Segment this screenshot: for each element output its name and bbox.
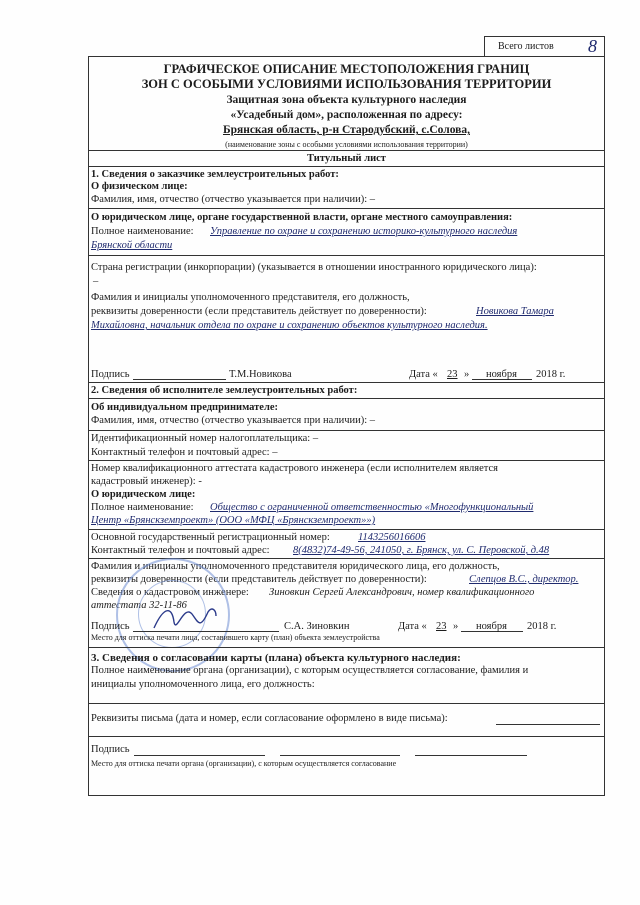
- title-line-2: ЗОН С ОСОБЫМИ УСЛОВИЯМИ ИСПОЛЬЗОВАНИЯ ТЕРРИТОРИИ: [141, 77, 552, 91]
- section1-date-mid: »: [464, 369, 470, 380]
- divider: [88, 529, 605, 530]
- section3-heading: 3. Сведения о согласовании карты (плана) объекта культурного наследия:: [91, 652, 461, 664]
- section2-fullname-value-1: Общество с ограниченной ответственностью «Многофункциональный: [210, 502, 534, 513]
- section2-ip-fio: Фамилия, имя, отчество (отчество указывается при наличии): –: [91, 415, 376, 426]
- section2-ogrn-value: 1143256016606: [358, 532, 426, 543]
- section2-qual-1: Номер квалификационного аттестата кадастрового инженера (если исполнителем является: [91, 463, 498, 474]
- section2-sign-name: С.А. Зиновкин: [284, 621, 350, 632]
- divider: [88, 150, 605, 151]
- divider: [88, 736, 605, 737]
- section2-ip-heading: Об индивидуальном предпринимателе:: [91, 402, 278, 413]
- section2-ogrn-label: Основной государственный регистрационный номер:: [91, 532, 330, 543]
- date-line: [415, 755, 527, 756]
- section1-heading: 1. Сведения о заказчике землеустроительных работ:: [91, 169, 339, 180]
- section1-legal-heading: О юридическом лице, органе государственной власти, органе местного самоуправления:: [91, 212, 513, 223]
- section2-engineer-value-1: Зиновкин Сергей Александрович, номер квалификационного: [269, 587, 535, 598]
- section1-country: Страна регистрации (инкорпорации) (указывается в отношении иностранного юридического лица):: [91, 262, 537, 273]
- section2-qual-2: кадастровый инженер): -: [91, 476, 202, 487]
- section2-legal-heading: О юридическом лице:: [91, 489, 196, 500]
- title-line-5: Брянская область, р-н Стародубский, с.Солова,: [222, 124, 470, 136]
- section3-line-2: инициалы уполномоченного лица, его должность:: [91, 679, 315, 690]
- sheets-value: 8: [588, 36, 597, 56]
- section2-stamp-note: Место для оттиска печати лица, составившего карту (план) объекта землеустройства: [91, 633, 380, 642]
- section3-sign-label: Подпись: [91, 744, 130, 755]
- section1-fullname-value-2: Брянской области: [91, 240, 173, 251]
- section1-rep-value-2: Михайловна, начальник отдела по охране и сохранению объектов культурного наследия.: [91, 320, 488, 331]
- section2-engineer-label: Сведения о кадастровом инженере:: [91, 587, 249, 598]
- section2-contact: Контактный телефон и почтовый адрес: –: [91, 447, 278, 458]
- divider: [88, 430, 605, 431]
- sheets-label: Всего листов: [498, 41, 554, 52]
- section2-engineer-value-2: аттестата 32-11-86: [91, 600, 187, 611]
- title-line-1: ГРАФИЧЕСКОЕ ОПИСАНИЕ МЕСТОПОЛОЖЕНИЯ ГРАНИЦ: [163, 62, 530, 76]
- section2-rep-value: Слепцов В.С., директор.: [469, 574, 579, 585]
- section2-fullname-value-2: Центр «Брянскземпроект» (ООО «МФЦ «Брянскземпроект»»): [91, 515, 376, 526]
- section3-stamp-note: Место для оттиска печати органа (организации), с которым осуществляется согласование: [91, 759, 397, 768]
- divider: [88, 255, 605, 256]
- section1-date-month: ноября: [486, 369, 517, 380]
- section1-fullname-label: Полное наименование:: [91, 226, 194, 237]
- title-line-3: Защитная зона объекта культурного наследия: [226, 94, 467, 106]
- section2-date-label: Дата «: [398, 621, 427, 632]
- section1-fullname-value-1: Управление по охране и сохранению историко-культурного наследия: [210, 226, 518, 237]
- signature-line: [134, 755, 265, 756]
- name-line: [280, 755, 400, 756]
- divider: [88, 647, 605, 648]
- section2-rep-line-2: реквизиты доверенности (если представитель действует по доверенности):: [91, 574, 427, 585]
- section2-date-year: 2018 г.: [527, 621, 557, 632]
- signature-line: [133, 379, 226, 380]
- section1-sign-label: Подпись: [91, 369, 130, 380]
- section2-inn: Идентификационный номер налогоплательщика: –: [91, 433, 319, 444]
- section1-sign-name: Т.М.Новикова: [229, 369, 292, 380]
- signature-scribble: [150, 600, 220, 636]
- section1-country-dash: –: [93, 276, 99, 287]
- section1-phys-heading: О физическом лице:: [91, 181, 188, 192]
- divider: [88, 382, 605, 383]
- section1-rep-line-2: реквизиты доверенности (если представитель действует по доверенности):: [91, 306, 427, 317]
- section1-date-day: 23: [447, 369, 458, 380]
- divider: [88, 208, 605, 209]
- section1-date-year: 2018 г.: [536, 369, 566, 380]
- section3-line-1: Полное наименование органа (организации), с которым осуществляется согласование, фамилия и: [91, 665, 529, 676]
- section1-phys-fio: Фамилия, имя, отчество (отчество указывается при наличии): –: [91, 194, 376, 205]
- divider: [88, 398, 605, 399]
- title-line-4: «Усадебный дом», расположенная по адресу:: [230, 109, 463, 121]
- divider: [88, 703, 605, 704]
- section2-date-month: ноября: [476, 621, 507, 632]
- letter-details-line: [496, 724, 600, 725]
- title-note: (наименование зоны с особыми условиями использования территории): [225, 140, 468, 149]
- section2-sign-label: Подпись: [91, 621, 130, 632]
- section2-contact-value: 8(4832)74-49-56, 241050, г. Брянск, ул. С. Перовской, д.48: [293, 545, 550, 556]
- section2-rep-line-1: Фамилия и инициалы уполномоченного представителя юридического лица, его должность,: [91, 561, 500, 572]
- section2-date-mid: »: [453, 621, 459, 632]
- section1-rep-line-1: Фамилия и инициалы уполномоченного представителя, его должность,: [91, 292, 410, 303]
- section2-contact-label: Контактный телефон и почтовый адрес:: [91, 545, 270, 556]
- section2-heading: 2. Сведения об исполнителе землеустроительных работ:: [91, 385, 358, 396]
- divider: [88, 460, 605, 461]
- section1-rep-value-1: Новикова Тамара: [476, 306, 554, 317]
- section2-date-day: 23: [436, 621, 447, 632]
- divider: [88, 166, 605, 167]
- section2-fullname-label: Полное наименование:: [91, 502, 194, 513]
- section1-date-label: Дата «: [409, 369, 438, 380]
- section3-letter: Реквизиты письма (дата и номер, если согласование оформлено в виде письма):: [91, 713, 448, 724]
- sheet-title: Титульный лист: [307, 153, 386, 164]
